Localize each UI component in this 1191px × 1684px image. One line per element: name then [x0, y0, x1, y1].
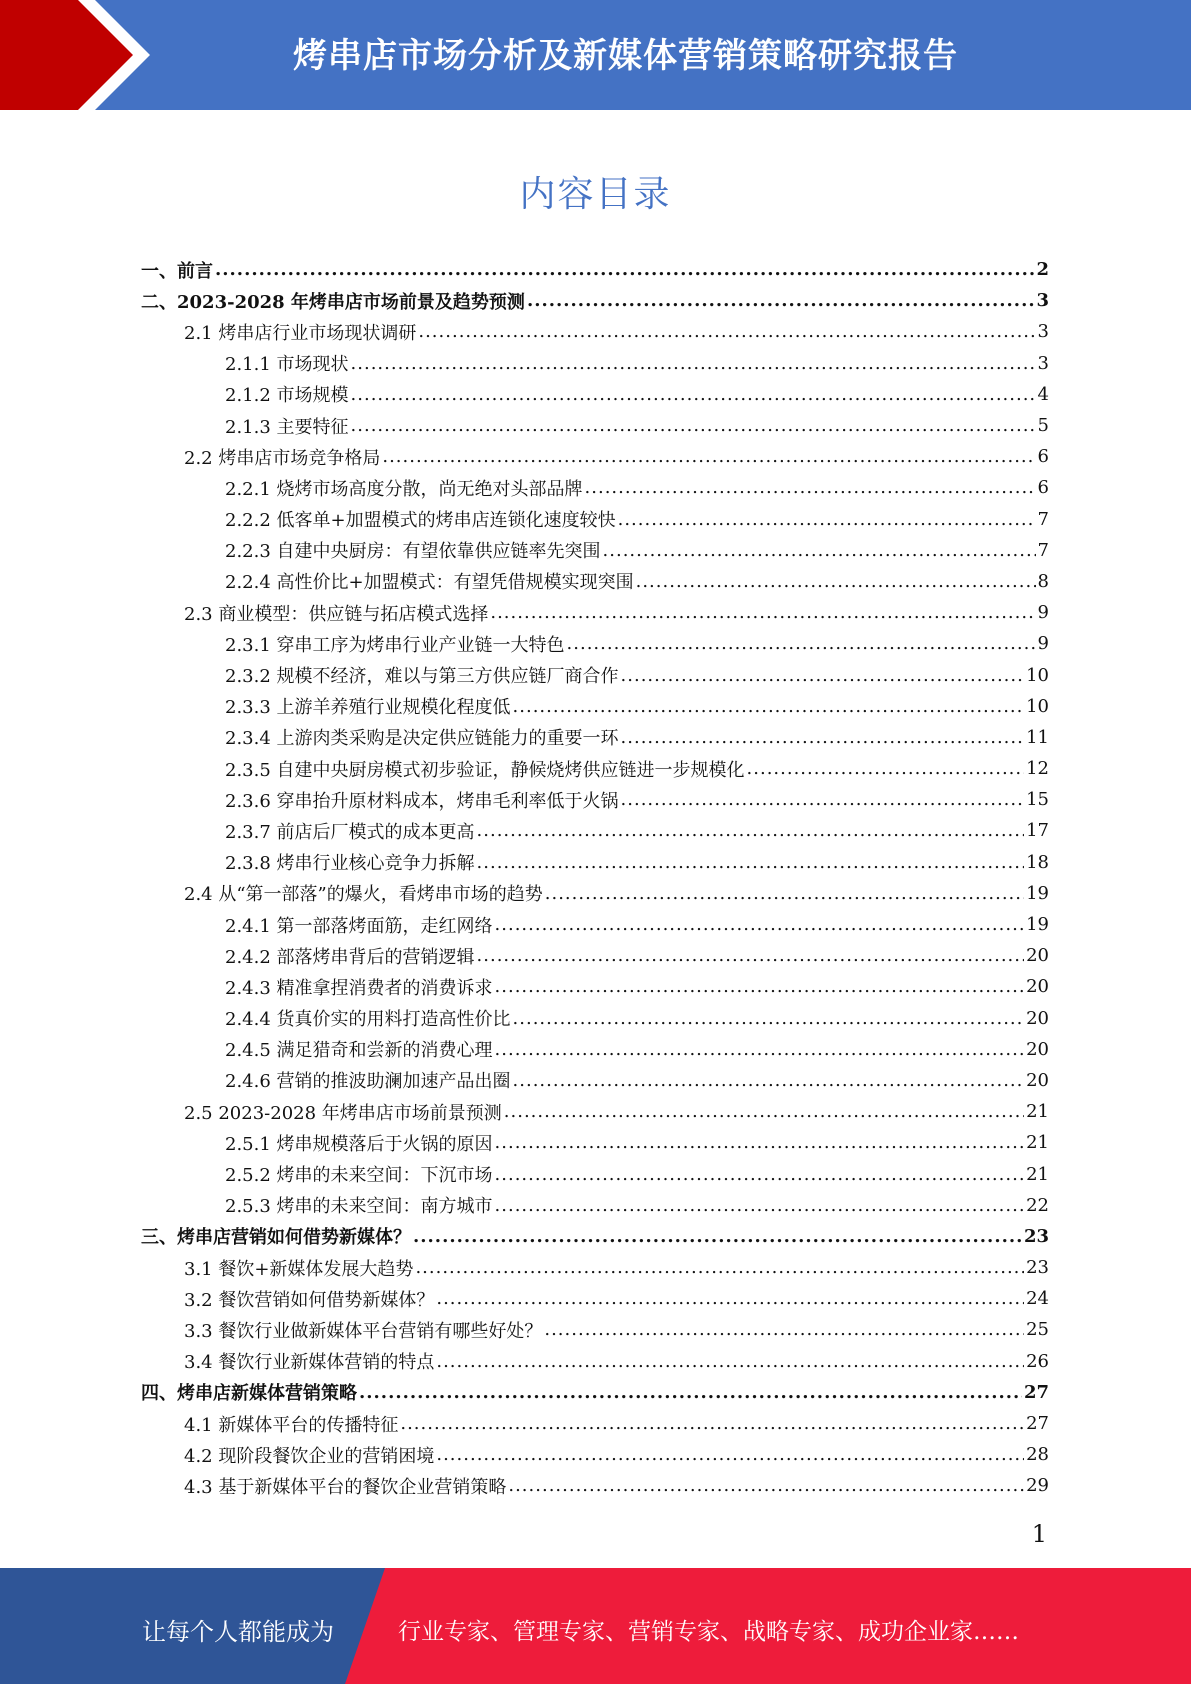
- toc-entry-title: 3.4 餐饮行业新媒体营销的特点: [184, 1352, 435, 1374]
- toc-entry-page: 22: [1026, 1194, 1049, 1216]
- toc-entry-title: 2.1.2 市场规模: [225, 385, 349, 407]
- toc-entry-page: 3: [1036, 290, 1049, 312]
- toc-entry-page: 23: [1023, 1225, 1049, 1247]
- toc-entry-title: 2.5.3 烤串的未来空间：南方城市: [225, 1196, 493, 1218]
- toc-entry-page: 7: [1037, 539, 1049, 561]
- toc-dot-leader: [495, 1195, 1025, 1216]
- toc-entry[interactable]: [141, 472, 1049, 503]
- toc-entry[interactable]: [141, 815, 1049, 846]
- toc-entry-page: 10: [1026, 695, 1049, 717]
- toc-dot-leader: [603, 540, 1036, 561]
- toc-dot-leader: [351, 353, 1036, 374]
- toc-entry-title: 2.3.7 前店后厂模式的成本更高: [225, 821, 475, 843]
- toc-dot-leader: [215, 259, 1034, 280]
- toc-entry[interactable]: [141, 597, 1049, 628]
- toc-entry[interactable]: [141, 753, 1049, 784]
- toc-entry-title: 2.3.8 烤串行业核心竞争力拆解: [225, 853, 475, 875]
- toc-dot-leader: [636, 571, 1036, 592]
- toc-entry-page: 9: [1037, 633, 1049, 655]
- toc-entry[interactable]: [141, 1314, 1049, 1345]
- toc-dot-leader: [495, 1164, 1025, 1185]
- toc-entry[interactable]: [141, 1158, 1049, 1189]
- toc-entry-page: 20: [1026, 945, 1049, 967]
- toc-dot-leader: [495, 914, 1025, 935]
- toc-entry-title: 4.1 新媒体平台的传播特征: [184, 1414, 399, 1436]
- toc-entry-page: 27: [1023, 1381, 1049, 1403]
- toc-dot-leader: [436, 1351, 1024, 1372]
- toc-entry[interactable]: [141, 1096, 1049, 1127]
- toc-entry-title: 2.3.1 穿串工序为烤串行业产业链一大特色: [225, 634, 565, 656]
- toc-entry-title: 2.3.3 上游羊养殖行业规模化程度低: [225, 697, 511, 719]
- toc-entry[interactable]: [141, 691, 1049, 722]
- toc-dot-leader: [495, 1132, 1025, 1153]
- toc-entry[interactable]: [141, 1190, 1049, 1221]
- toc-entry-page: 11: [1026, 726, 1049, 748]
- toc-entry[interactable]: [141, 441, 1049, 472]
- toc-dot-leader: [400, 1413, 1024, 1434]
- toc-entry-title: 2.2.1 烧烤市场高度分散，尚无绝对头部品牌: [225, 478, 583, 500]
- toc-entry-title: 三、烤串店营销如何借势新媒体？: [141, 1227, 411, 1249]
- toc-entry-title: 3.1 餐饮+新媒体发展大趋势: [184, 1258, 414, 1280]
- toc-entry[interactable]: [141, 1065, 1049, 1096]
- toc-entry-page: 2: [1036, 259, 1049, 281]
- toc-entry[interactable]: [141, 410, 1049, 441]
- toc-entry-title: 2.4.1 第一部落烤面筋，走红网络: [225, 915, 493, 937]
- toc-entry[interactable]: [141, 971, 1049, 1002]
- toc-dot-leader: [621, 727, 1025, 748]
- toc-entry-title: 2.4.6 营销的推波助澜加速产品出圈: [225, 1071, 511, 1093]
- toc-entry[interactable]: [141, 722, 1049, 753]
- toc-entry[interactable]: [141, 1377, 1049, 1408]
- toc-entry-title: 2.4.4 货真价实的用料打造高性价比: [225, 1009, 511, 1031]
- report-title: 烤串店市场分析及新媒体营销策略研究报告: [293, 36, 958, 76]
- toc-entry-page: 19: [1026, 882, 1049, 904]
- toc-entry[interactable]: [141, 1346, 1049, 1377]
- toc-entry-page: 26: [1026, 1350, 1049, 1372]
- toc-entry-page: 28: [1026, 1444, 1049, 1466]
- toc-entry[interactable]: [141, 878, 1049, 909]
- toc-dot-leader: [359, 1382, 1022, 1403]
- toc-entry-page: 27: [1026, 1413, 1049, 1435]
- toc-entry-title: 3.2 餐饮营销如何借势新媒体？: [184, 1289, 435, 1311]
- toc-entry[interactable]: [141, 1127, 1049, 1158]
- toc-entry-page: 3: [1037, 321, 1049, 343]
- toc-entry-title: 2.3.5 自建中央厨房模式初步验证，静候烧烤供应链进一步规模化: [225, 759, 745, 781]
- toc-entry-title: 2.5 2023-2028 年烤串店市场前景预测: [184, 1102, 502, 1124]
- toc-entry-page: 25: [1026, 1319, 1049, 1341]
- toc-dot-leader: [413, 1226, 1022, 1247]
- toc-entry-title: 2.1 烤串店行业市场现状调研: [184, 322, 417, 344]
- toc-entry-title: 2.2.3 自建中央厨房：有望依靠供应链率先突围: [225, 541, 601, 563]
- toc-entry-title: 4.2 现阶段餐饮企业的营销困境: [184, 1445, 435, 1467]
- toc-entry[interactable]: [141, 316, 1049, 347]
- toc-entry-title: 2.2.2 低客单+加盟模式的烤串店连锁化速度较快: [225, 510, 616, 532]
- toc-dot-leader: [513, 1008, 1025, 1029]
- toc-heading: 内容目录: [519, 174, 672, 215]
- toc-entry[interactable]: [141, 784, 1049, 815]
- toc-dot-leader: [415, 1257, 1024, 1278]
- toc-dot-leader: [621, 665, 1025, 686]
- toc-entry-page: 19: [1026, 914, 1049, 936]
- toc-entry-page: 21: [1026, 1101, 1049, 1123]
- toc-entry-title: 4.3 基于新媒体平台的餐饮企业营销策略: [184, 1476, 507, 1498]
- toc-entry-page: 10: [1026, 664, 1049, 686]
- toc-entry-title: 2.1.1 市场现状: [225, 354, 349, 376]
- toc-entry-title: 2.4.2 部落烤串背后的营销逻辑: [225, 946, 475, 968]
- toc-entry-title: 2.4.5 满足猎奇和尝新的消费心理: [225, 1040, 493, 1062]
- table-of-contents: [141, 254, 1049, 1502]
- toc-entry[interactable]: [141, 940, 1049, 971]
- toc-entry-title: 2.4 从“第一部落”的爆火，看烤串市场的趋势: [184, 884, 543, 906]
- toc-entry[interactable]: [141, 909, 1049, 940]
- toc-entry-title: 2.3 商业模型：供应链与拓店模式选择: [184, 603, 489, 625]
- toc-entry-page: 9: [1037, 602, 1049, 624]
- toc-dot-leader: [477, 820, 1025, 841]
- toc-entry[interactable]: [141, 348, 1049, 379]
- toc-dot-leader: [351, 384, 1036, 405]
- toc-dot-leader: [495, 1039, 1025, 1060]
- toc-dot-leader: [477, 852, 1025, 873]
- toc-dot-leader: [544, 1319, 1024, 1340]
- toc-entry-page: 17: [1026, 820, 1049, 842]
- toc-dot-leader: [477, 945, 1025, 966]
- toc-entry-page: 29: [1026, 1475, 1049, 1497]
- toc-entry-page: 6: [1037, 477, 1049, 499]
- toc-entry[interactable]: [141, 535, 1049, 566]
- toc-entry-page: 21: [1026, 1163, 1049, 1185]
- toc-entry-title: 四、烤串店新媒体营销策略: [141, 1383, 357, 1405]
- toc-entry-page: 12: [1026, 758, 1049, 780]
- toc-entry-page: 18: [1026, 851, 1049, 873]
- toc-entry-title: 2.5.2 烤串的未来空间：下沉市场: [225, 1165, 493, 1187]
- footer-slogan-left: 让每个人都能成为: [142, 1618, 334, 1646]
- toc-entry[interactable]: [141, 628, 1049, 659]
- toc-entry-title: 2.3.4 上游肉类采购是决定供应链能力的重要一环: [225, 728, 619, 750]
- toc-dot-leader: [436, 1288, 1024, 1309]
- toc-entry-page: 21: [1026, 1132, 1049, 1154]
- toc-entry[interactable]: [141, 1221, 1049, 1252]
- toc-entry-title: 一、前言: [141, 260, 213, 282]
- toc-entry-page: 24: [1026, 1288, 1049, 1310]
- toc-entry-page: 5: [1037, 415, 1049, 437]
- toc-entry-title: 2.2 烤串店市场竞争格局: [184, 447, 381, 469]
- report-header: [0, 0, 1191, 110]
- toc-dot-leader: [618, 509, 1036, 530]
- toc-entry-page: 20: [1026, 1069, 1049, 1091]
- toc-entry[interactable]: [141, 566, 1049, 597]
- toc-dot-leader: [382, 446, 1035, 467]
- toc-dot-leader: [585, 477, 1036, 498]
- toc-dot-leader: [436, 1444, 1024, 1465]
- toc-entry-page: 3: [1037, 352, 1049, 374]
- toc-entry-title: 2.5.1 烤串规模落后于火锅的原因: [225, 1133, 493, 1155]
- toc-dot-leader: [527, 290, 1035, 311]
- toc-entry[interactable]: [141, 1252, 1049, 1283]
- toc-dot-leader: [513, 696, 1025, 717]
- toc-entry[interactable]: [141, 659, 1049, 690]
- toc-entry-page: 20: [1026, 1038, 1049, 1060]
- toc-entry[interactable]: [141, 285, 1049, 316]
- toc-dot-leader: [418, 321, 1035, 342]
- toc-dot-leader: [545, 883, 1024, 904]
- toc-entry-page: 23: [1026, 1257, 1049, 1279]
- toc-dot-leader: [351, 415, 1036, 436]
- footer-slogan-right: 行业专家、管理专家、营销专家、战略专家、成功企业家……: [398, 1619, 1019, 1645]
- toc-entry-page: 6: [1037, 446, 1049, 468]
- toc-dot-leader: [495, 976, 1025, 997]
- toc-entry-title: 2.3.2 规模不经济，难以与第三方供应链厂商合作: [225, 666, 619, 688]
- toc-entry-title: 2.3.6 穿串抬升原材料成本，烤串毛利率低于火锅: [225, 790, 619, 812]
- toc-entry-title: 3.3 餐饮行业做新媒体平台营销有哪些好处？: [184, 1320, 543, 1342]
- toc-dot-leader: [747, 758, 1025, 779]
- toc-entry-page: 15: [1026, 789, 1049, 811]
- toc-dot-leader: [621, 789, 1025, 810]
- toc-entry[interactable]: [141, 1283, 1049, 1314]
- toc-entry-page: 7: [1037, 508, 1049, 530]
- toc-dot-leader: [490, 602, 1035, 623]
- toc-entry[interactable]: [141, 1408, 1049, 1439]
- toc-entry[interactable]: [141, 1439, 1049, 1470]
- toc-entry[interactable]: [141, 847, 1049, 878]
- toc-dot-leader: [508, 1475, 1024, 1496]
- toc-dot-leader: [513, 1070, 1025, 1091]
- toc-entry[interactable]: [141, 1034, 1049, 1065]
- toc-entry-page: 4: [1037, 383, 1049, 405]
- page-number: 1: [1031, 1520, 1047, 1548]
- toc-dot-leader: [567, 633, 1036, 654]
- toc-entry-title: 2.4.3 精准拿捏消费者的消费诉求: [225, 977, 493, 999]
- toc-entry-page: 8: [1037, 570, 1049, 592]
- toc-entry[interactable]: [141, 254, 1049, 285]
- toc-entry-page: 20: [1026, 1007, 1049, 1029]
- toc-entry-title: 二、2023-2028 年烤串店市场前景及趋势预测: [141, 291, 525, 313]
- toc-entry[interactable]: [141, 504, 1049, 535]
- toc-entry[interactable]: [141, 1470, 1049, 1501]
- toc-entry[interactable]: [141, 1003, 1049, 1034]
- toc-dot-leader: [504, 1101, 1024, 1122]
- toc-entry-page: 20: [1026, 976, 1049, 998]
- toc-entry[interactable]: [141, 379, 1049, 410]
- toc-entry-title: 2.2.4 高性价比+加盟模式：有望凭借规模实现突围: [225, 572, 634, 594]
- toc-entry-title: 2.1.3 主要特征: [225, 416, 349, 438]
